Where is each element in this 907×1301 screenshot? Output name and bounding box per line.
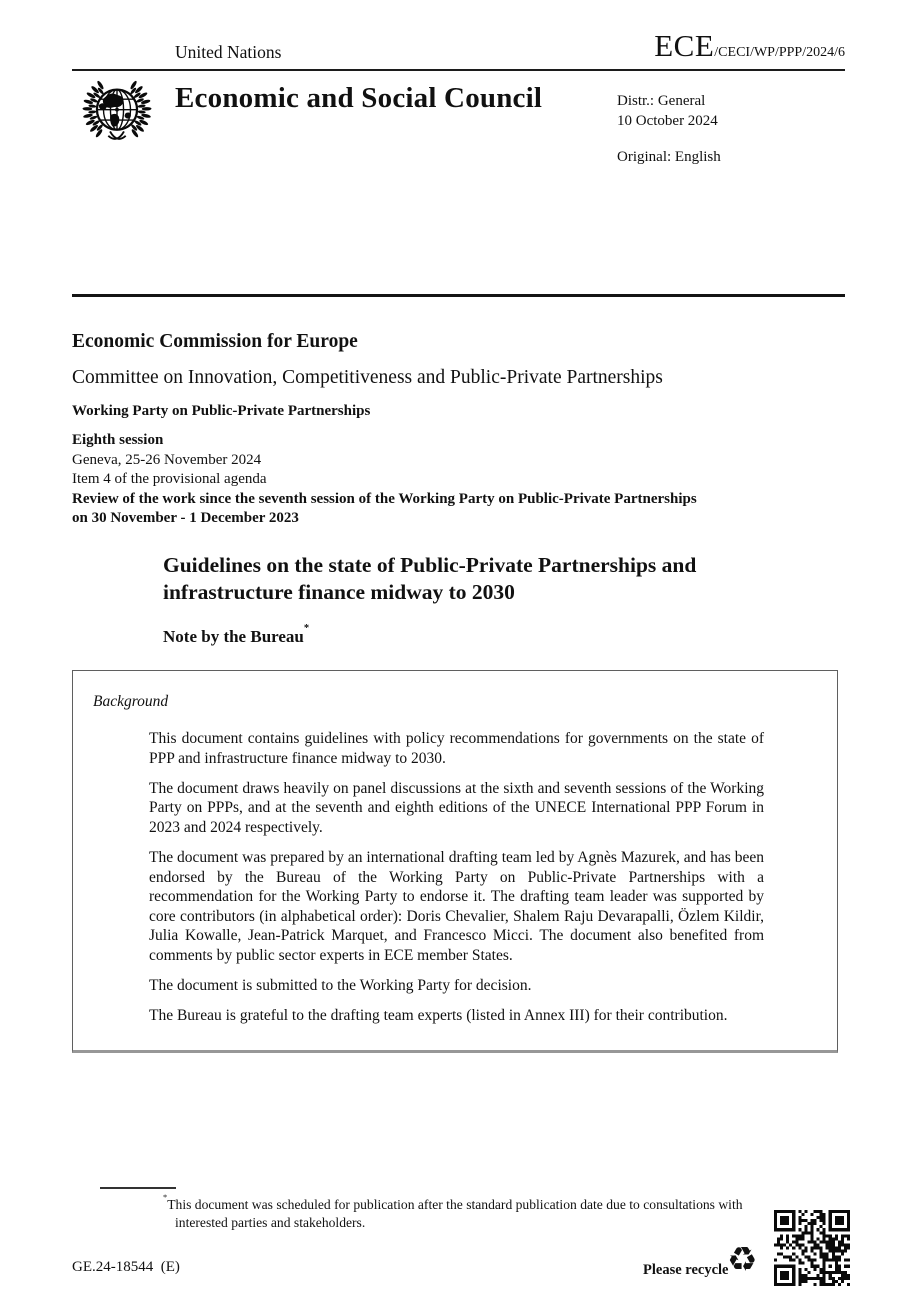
background-paragraph: The document was prepared by an international drafting team led by Agnès Mazurek, and has been endorsed by the Bureau of the Working Party on Public-Private Partnerships with a recommendation for the Working Party to endorse it. The drafting team leader was supported by core contributors (in alphabetical order): Doris Chevalier, Shalem Raju Devarapalli, Özlem Kildir, Julia Kowalle, Jean-Patrick Marquet, and Francesco Micci. The document also benefited from comments by public sector experts in ECE member States. [149, 848, 764, 964]
recycle-label: Please recycle [643, 1262, 729, 1278]
footnote-marker: * [163, 1191, 168, 1202]
footnote-rule [100, 1187, 176, 1189]
background-paragraphs [149, 729, 764, 1026]
document-symbol [654, 28, 845, 64]
symbol-cote: /CECI/WP/PPP/2024/6 [714, 45, 845, 60]
recycle-icon: ♻ [727, 1240, 758, 1280]
note-heading-text: Note by the Bureau [163, 627, 304, 646]
original-language: Original: English [617, 149, 721, 165]
footnote-text: This document was scheduled for publication after the standard publication date due to consultations with interested parties and stakeholders. [167, 1197, 743, 1230]
background-box [72, 670, 838, 1053]
background-paragraph: The Bureau is grateful to the drafting team experts (listed in Annex III) for their contribution. [149, 1007, 728, 1025]
doc-code: GE.24-18544 (E) [72, 1259, 180, 1275]
agenda-item: Item 4 of the provisional agenda [72, 471, 267, 487]
agenda-review-line1: Review of the work since the seventh session of the Working Party on Public-Private Partnerships [72, 490, 697, 507]
qr-code-icon [774, 1210, 850, 1286]
background-paragraph: The document is submitted to the Working Party for decision. [149, 977, 532, 995]
header-rule [72, 69, 845, 71]
org-name: United Nations [175, 42, 282, 62]
agenda-review-line2: on 30 November - 1 December 2023 [72, 510, 299, 526]
section-rule [72, 294, 845, 297]
note-heading [163, 622, 310, 647]
council-title: Economic and Social Council [175, 82, 543, 114]
footnote [163, 1191, 763, 1231]
united-nations-emblem-icon [73, 80, 161, 148]
session-block [72, 431, 697, 529]
date-line: 10 October 2024 [617, 113, 718, 129]
distr-line: Distr.: General [617, 93, 706, 109]
background-paragraph: The document draws heavily on panel discussions at the sixth and seventh sessions of the Working Party on PPPs, and at the seventh and eighth editions of the UNECE International PPP Forum in 2023 and 2024 respectively. [149, 779, 764, 836]
background-paragraph: This document contains guidelines with policy recommendations for governments on the state of PPP and infrastructure finance midway to 2030. [149, 730, 764, 767]
session-number: Eighth session [72, 432, 164, 448]
document-title: Guidelines on the state of Public-Private Partnerships and infrastructure finance midway to 2030 [163, 553, 697, 604]
distr-block [617, 91, 718, 131]
background-heading: Background [93, 693, 169, 710]
working-party-heading: Working Party on Public-Private Partnerships [72, 403, 371, 419]
commission-heading: Economic Commission for Europe [72, 331, 358, 352]
session-venue: Geneva, 25-26 November 2024 [72, 451, 262, 468]
symbol-ece: ECE [654, 28, 715, 63]
note-footnote-marker: * [303, 622, 310, 634]
committee-heading: Committee on Innovation, Competitiveness and Public-Private Partnerships [72, 367, 663, 388]
